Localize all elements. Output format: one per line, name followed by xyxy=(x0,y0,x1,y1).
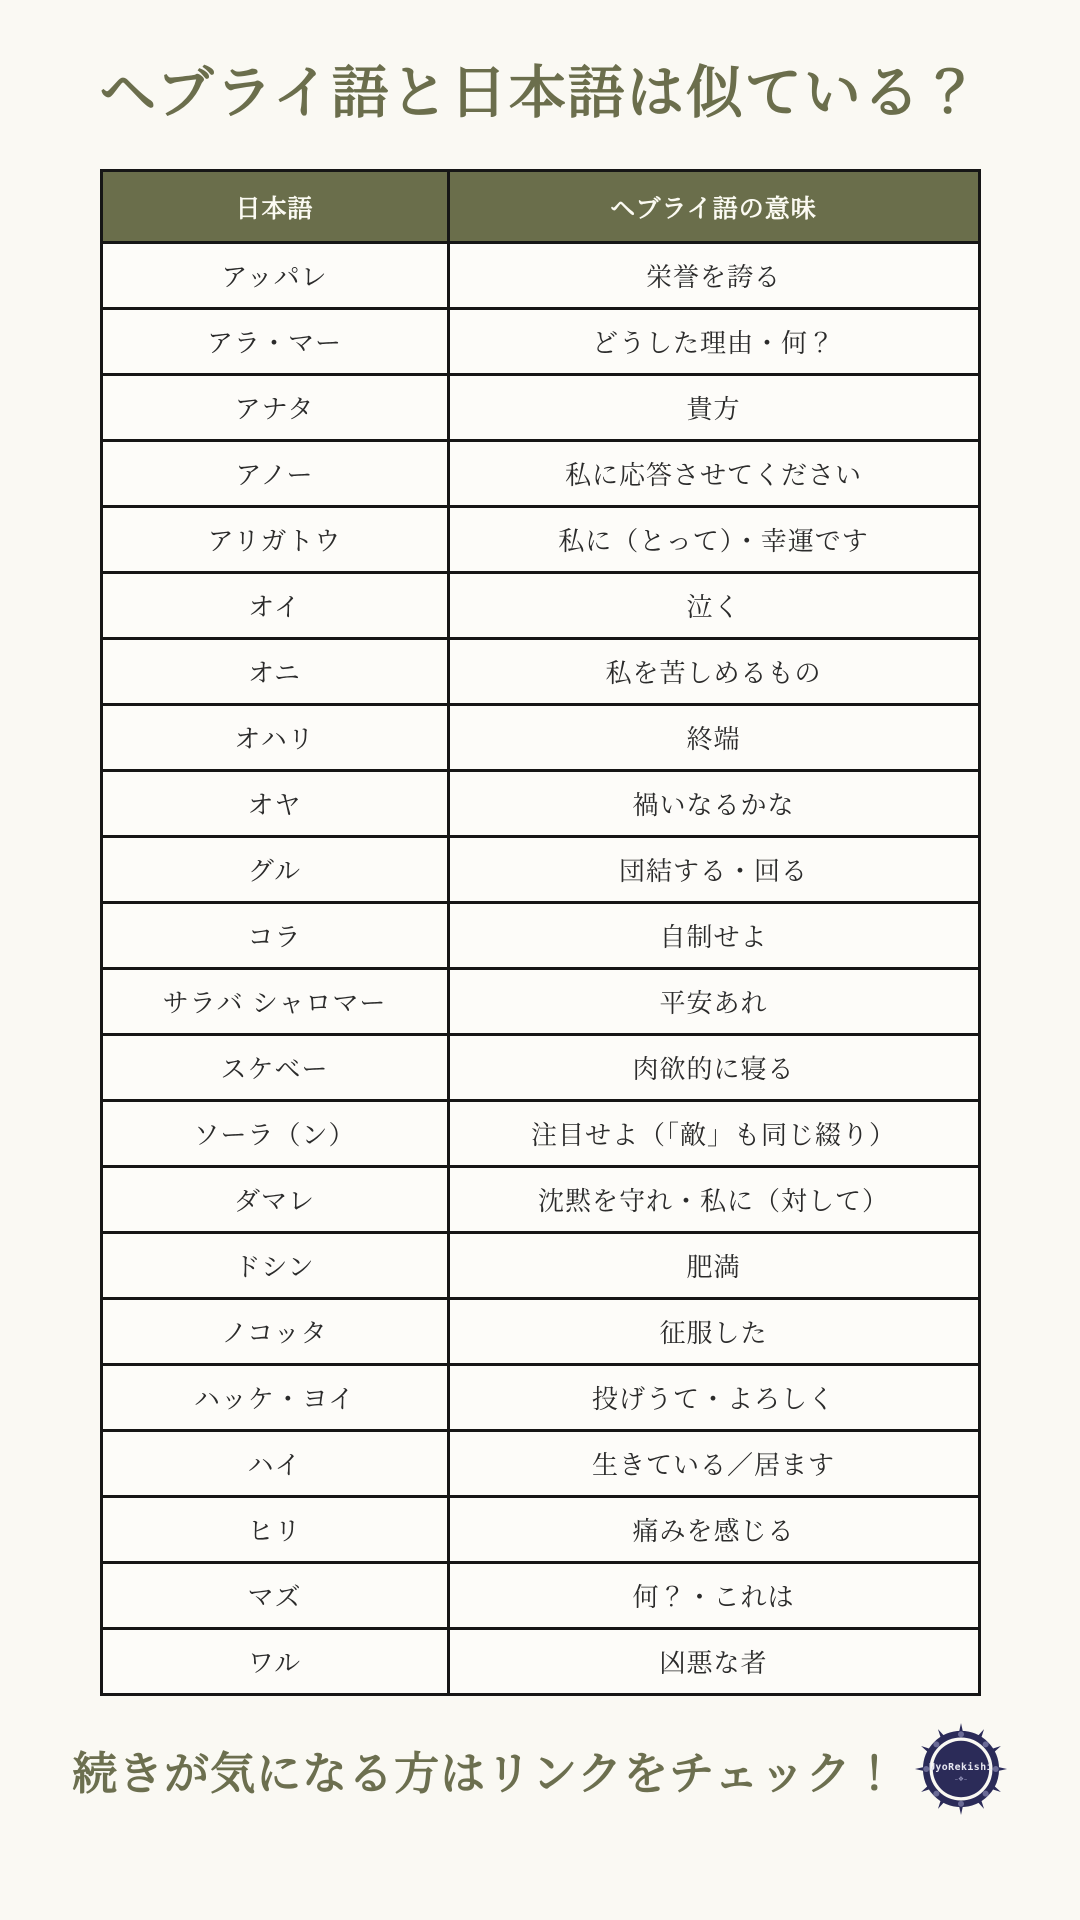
hebrew-meaning-cell: 団結する・回る xyxy=(448,837,979,903)
japanese-word-cell: アラ・マー xyxy=(101,309,448,375)
japanese-word-cell: マズ xyxy=(101,1563,448,1629)
table-body xyxy=(101,243,979,1695)
japanese-word-cell: グル xyxy=(101,837,448,903)
table-row xyxy=(101,705,979,771)
footer xyxy=(0,1722,1080,1816)
japanese-word-cell: スケベー xyxy=(101,1035,448,1101)
hebrew-meaning-cell: 肥満 xyxy=(448,1233,979,1299)
hebrew-meaning-cell: 凶悪な者 xyxy=(448,1629,979,1695)
table-row xyxy=(101,309,979,375)
table-row xyxy=(101,1431,979,1497)
hebrew-meaning-cell: 肉欲的に寝る xyxy=(448,1035,979,1101)
hebrew-meaning-cell: 痛みを感じる xyxy=(448,1497,979,1563)
table-row xyxy=(101,1167,979,1233)
japanese-word-cell: ソーラ（ン） xyxy=(101,1101,448,1167)
hebrew-meaning-cell: 生きている／居ます xyxy=(448,1431,979,1497)
hebrew-meaning-cell: 貴方 xyxy=(448,375,979,441)
japanese-word-cell: アリガトウ xyxy=(101,507,448,573)
hebrew-meaning-cell: 禍いなるかな xyxy=(448,771,979,837)
japanese-word-cell: アナタ xyxy=(101,375,448,441)
header-row xyxy=(101,171,979,243)
table-row xyxy=(101,771,979,837)
table-row xyxy=(101,1365,979,1431)
hebrew-meaning-cell: 泣く xyxy=(448,573,979,639)
table-row xyxy=(101,1101,979,1167)
table-row xyxy=(101,837,979,903)
hebrew-meaning-cell: 私に応答させてください xyxy=(448,441,979,507)
hebrew-meaning-cell: どうした理由・何？ xyxy=(448,309,979,375)
japanese-word-cell: ヒリ xyxy=(101,1497,448,1563)
hebrew-meaning-cell: 私に（とって）・幸運です xyxy=(448,507,979,573)
uyorekishi-logo xyxy=(914,1722,1008,1816)
column-header-japanese: 日本語 xyxy=(101,171,448,243)
hebrew-meaning-cell: 投げうて・よろしく xyxy=(448,1365,979,1431)
table-row xyxy=(101,1563,979,1629)
table-row xyxy=(101,1035,979,1101)
japanese-word-cell: アッパレ xyxy=(101,243,448,309)
hebrew-meaning-cell: 征服した xyxy=(448,1299,979,1365)
footer-cta-text: 続きが気になる方はリンクをチェック！ xyxy=(72,1747,898,1799)
table-row xyxy=(101,639,979,705)
hebrew-meaning-cell: 沈黙を守れ・私に（対して） xyxy=(448,1167,979,1233)
japanese-word-cell: オヤ xyxy=(101,771,448,837)
japanese-word-cell: ワル xyxy=(101,1629,448,1695)
table-row xyxy=(101,573,979,639)
table-row xyxy=(101,1497,979,1563)
hebrew-japanese-table xyxy=(100,169,981,1696)
japanese-word-cell: ダマレ xyxy=(101,1167,448,1233)
hebrew-meaning-cell: 注目せよ（「敵」も同じ綴り） xyxy=(448,1101,979,1167)
japanese-word-cell: ハイ xyxy=(101,1431,448,1497)
table-row xyxy=(101,1299,979,1365)
page-title: ヘブライ語と日本語は似ている？ xyxy=(99,61,981,125)
japanese-word-cell: アノー xyxy=(101,441,448,507)
hebrew-meaning-cell: 平安あれ xyxy=(448,969,979,1035)
japanese-word-cell: ノコッタ xyxy=(101,1299,448,1365)
hebrew-meaning-cell: 自制せよ xyxy=(448,903,979,969)
japanese-word-cell: ドシン xyxy=(101,1233,448,1299)
hebrew-meaning-cell: 私を苦しめるもの xyxy=(448,639,979,705)
table-row xyxy=(101,903,979,969)
column-header-hebrew-meaning: ヘブライ語の意味 xyxy=(448,171,979,243)
hebrew-meaning-cell: 栄誉を誇る xyxy=(448,243,979,309)
hebrew-meaning-cell: 終端 xyxy=(448,705,979,771)
table-row xyxy=(101,375,979,441)
japanese-word-cell: オイ xyxy=(101,573,448,639)
japanese-word-cell: ハッケ・ヨイ xyxy=(101,1365,448,1431)
logo-ornament: –❖– xyxy=(954,1775,968,1784)
table-row xyxy=(101,441,979,507)
table-row xyxy=(101,507,979,573)
logo-wordmark: UyoRekishi xyxy=(928,1762,993,1774)
japanese-word-cell: サラバ シャロマー xyxy=(101,969,448,1035)
japanese-word-cell: オハリ xyxy=(101,705,448,771)
japanese-word-cell: オニ xyxy=(101,639,448,705)
hebrew-meaning-cell: 何？・これは xyxy=(448,1563,979,1629)
table-row xyxy=(101,1629,979,1695)
table-row xyxy=(101,1233,979,1299)
table-row xyxy=(101,969,979,1035)
table-row xyxy=(101,243,979,309)
japanese-word-cell: コラ xyxy=(101,903,448,969)
